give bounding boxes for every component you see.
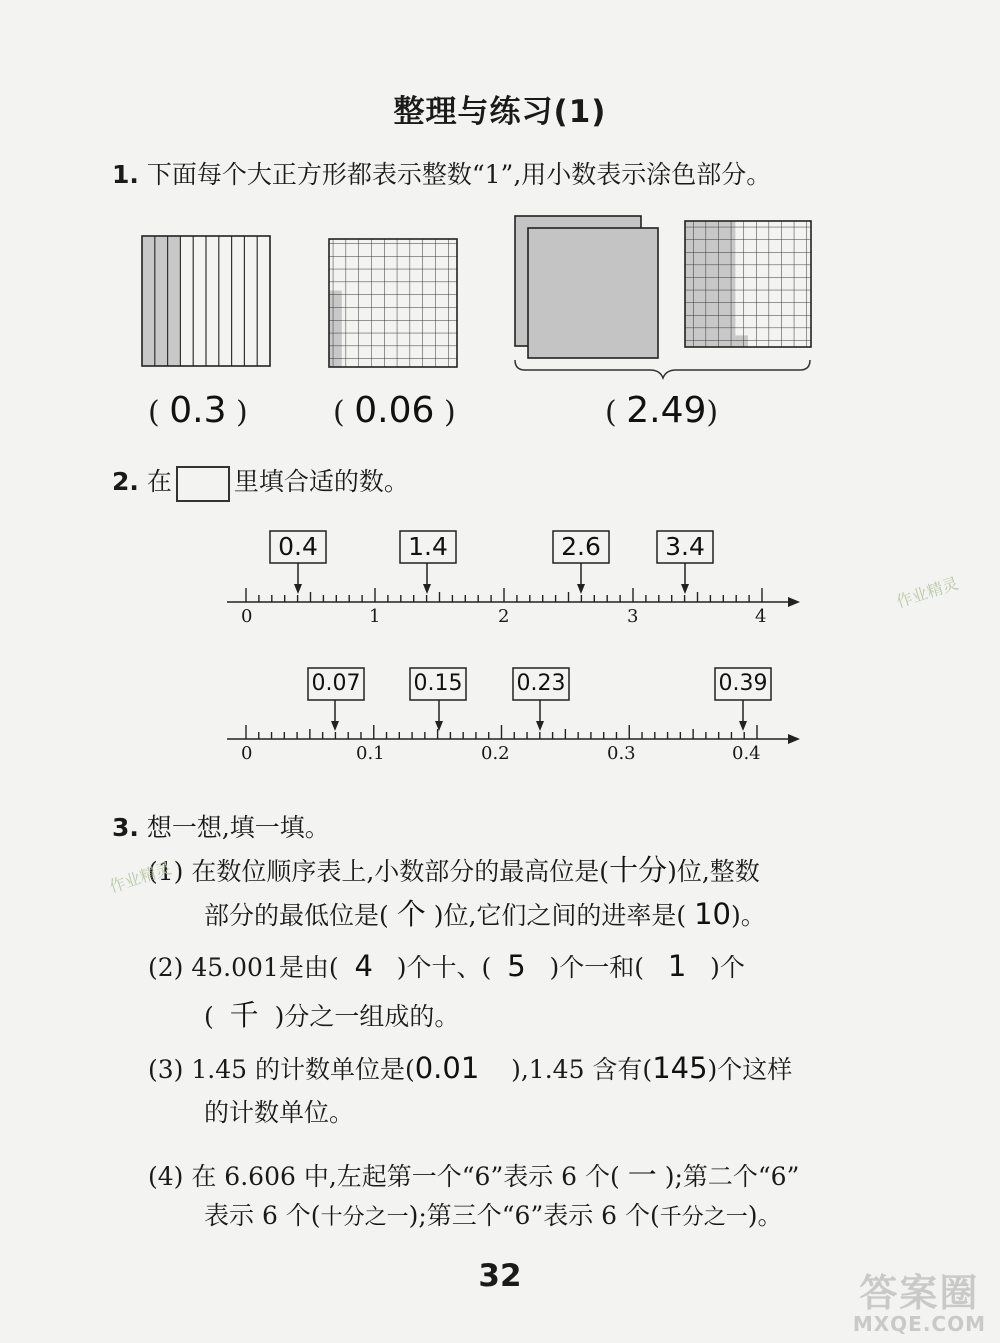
q3-part-2-line-1: (2) 45.001是由( 4 )个十、( 5 )个一和( 1 )个 (148, 949, 745, 983)
handwritten-answer: 个 (396, 897, 426, 931)
question-number: 2. (112, 467, 139, 496)
page-title: 整理与练习(1) (393, 94, 607, 130)
box-answer: 2.6 (561, 532, 601, 561)
handwritten-answer: 千分之一 (659, 1205, 748, 1230)
handwritten-answer: 1 (667, 949, 687, 983)
square-hundredths (329, 239, 457, 367)
tick-label: 0.4 (732, 743, 761, 764)
q3-part-1-line-2: 部分的最低位是( 个 )位,它们之间的进率是( 10)。 (204, 897, 766, 931)
watermark: 作业精灵 (893, 573, 961, 612)
box-answer: 1.4 (408, 532, 448, 561)
watermark: 作业精灵 (106, 858, 174, 897)
tick-label: 0.3 (607, 743, 636, 764)
tick-label: 4 (755, 606, 767, 627)
box-answer: 0.4 (278, 532, 318, 561)
handwritten-answer: 千 (229, 998, 259, 1032)
q3-part-3-line-1: (3) 1.45 的计数单位是(0.01 ),1.45 含有(145)个这样 (148, 1051, 793, 1085)
number-line-2 (227, 725, 800, 744)
handwritten-answer: 0.06 (354, 390, 435, 431)
handwritten-answer: 5 (507, 949, 526, 983)
handwritten-answer: 2.49 (626, 390, 707, 431)
q1-answer-1: ( 0.3 ) (148, 390, 248, 431)
handwritten-answer: 一 (627, 1158, 657, 1192)
question-text: 想一想,填一填。 (146, 813, 330, 842)
site-logo: 答案圈 MXQE.COM (852, 1271, 986, 1336)
box-answer: 0.07 (311, 671, 361, 696)
question-3-prompt (112, 808, 330, 844)
q3-part-4-line-2: 表示 6 个(十分之一);第三个“6”表示 6 个(千分之一)。 (204, 1201, 783, 1230)
question-text: 下面每个大正方形都表示整数“1”,用小数表示涂色部分。 (146, 160, 772, 189)
q3-part-4-line-1: (4) 在 6.606 中,左起第一个“6”表示 6 个( 一 );第二个“6” (148, 1158, 800, 1192)
square-partial (685, 221, 811, 347)
box-answer: 0.23 (516, 671, 566, 696)
q3-part-2-line-2: ( 千 )分之一组成的。 (204, 998, 460, 1032)
box-answer: 3.4 (665, 532, 705, 561)
number-line-1 (227, 588, 800, 607)
tick-label: 3 (627, 606, 639, 627)
question-text-before: 在 (146, 467, 172, 496)
tick-label: 1 (369, 606, 381, 627)
question-2-prompt (112, 462, 409, 502)
tick-label: 0 (241, 606, 253, 627)
tick-label: 0 (241, 743, 253, 764)
q1-answer-2: ( 0.06 ) (333, 390, 456, 431)
q3-part-3-line-2: 的计数单位。 (204, 1098, 355, 1127)
square-full-stack (515, 216, 658, 358)
handwritten-answer: 十分之一 (320, 1205, 409, 1230)
square-tenths (142, 236, 270, 366)
blank-box-icon (176, 466, 230, 502)
handwritten-answer: 十分 (609, 853, 668, 887)
q3-part-1-line-1: (1) 在数位顺序表上,小数部分的最高位是(十分)位,整数 (148, 853, 760, 887)
handwritten-answer: 0.01 (414, 1051, 480, 1085)
question-number: 1. (112, 160, 139, 189)
page-number: 32 (478, 1258, 522, 1294)
question-number: 3. (112, 813, 139, 842)
handwritten-answer: 0.3 (169, 390, 227, 431)
tick-label: 0.1 (356, 743, 385, 764)
question-text-after: 里填合适的数。 (233, 467, 409, 496)
box-answer: 0.15 (413, 671, 463, 696)
brace (515, 360, 810, 378)
box-answer: 0.39 (718, 671, 768, 696)
q1-answer-3: ( 2.49) (605, 390, 719, 431)
handwritten-answer: 10 (694, 897, 732, 931)
handwritten-answer: 145 (652, 1051, 708, 1085)
handwritten-answer: 4 (354, 949, 373, 983)
tick-label: 0.2 (481, 743, 510, 764)
tick-label: 2 (498, 606, 510, 627)
